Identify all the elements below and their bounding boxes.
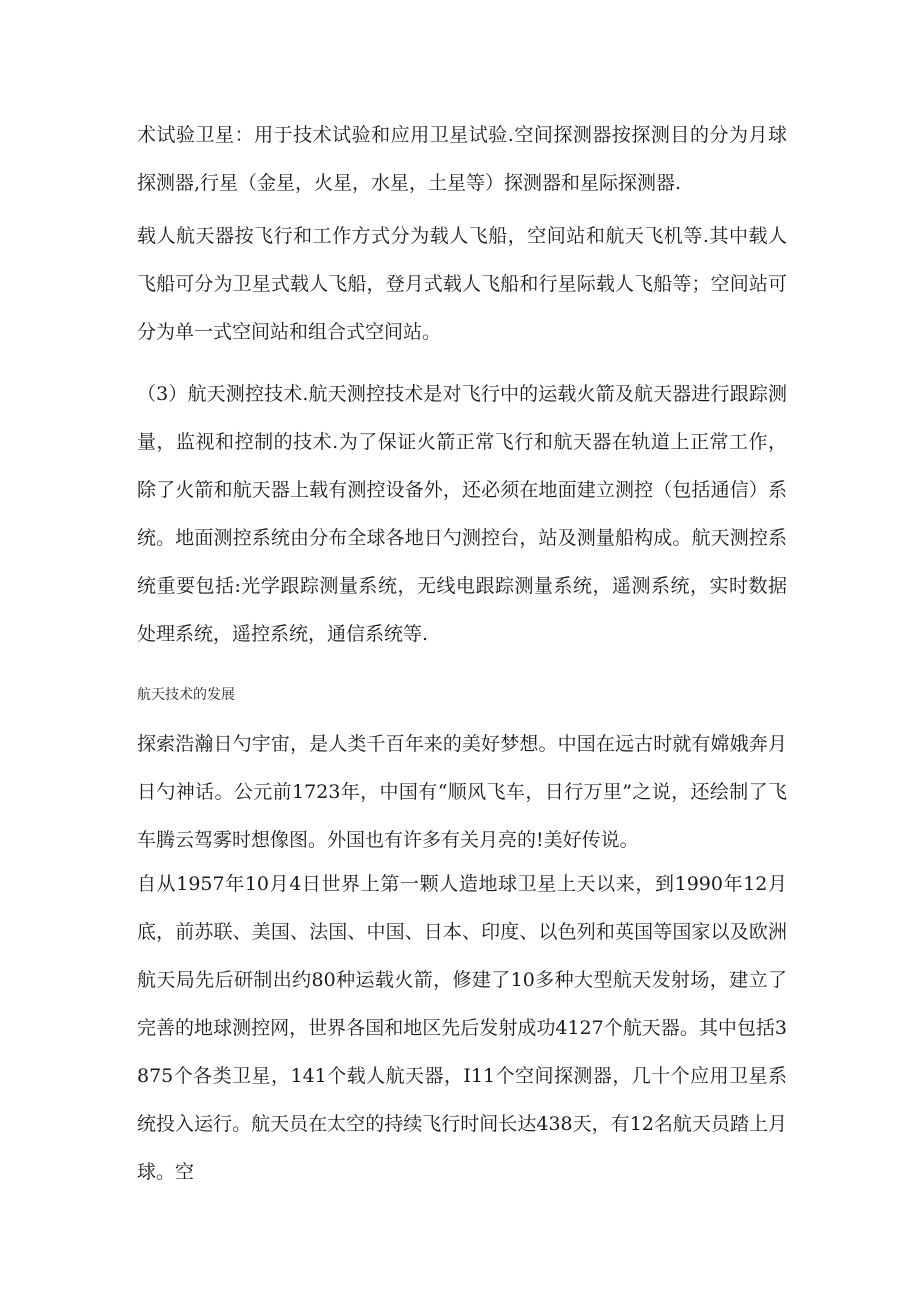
paragraph-space-history: 自从1957年10月4日世界上第一颗人造地球卫星上天以来，到1990年12月底，前苏联、美国、法国、中国、日本、印度、以色列和英国等国家以及欧洲航天局先后研制出约80种运载火箭，修建了10多种大型航天发射场，建立了完善的地球测控网，世界各国和地区先后发射成功4127个航天器。其中包括3875个各类卫星，141个载人航天器，I11个空间探测器，几十个应用卫星系统投入运行。航天员在太空的持续飞行时间长达438天，有12名航天员踏上月球。空 — [137, 873, 787, 1183]
paragraph-manned-spacecraft: 载人航天器按飞行和工作方式分为载人飞船，空间站和航天飞机等.其中载人飞船可分为卫星式载人飞船，登月式载人飞船和行星际载人飞船等；空间站可分为单一式空间站和组合式空间站。 — [137, 225, 787, 343]
section-heading: 航天技术的发展 — [137, 687, 235, 703]
paragraph-space-dream: 探索浩瀚日勺宇宙，是人类千百年来的美好梦想。中国在远古时就有嫦娥奔月日勺神话。公元前1723年，中国有“顺风飞车，日行万里”之说，还绘制了飞车腾云驾雾时想像图。外国也有许多有关月亮的!美好传说。 — [137, 733, 787, 851]
paragraph-tracking-control: （3）航天测控技术.航天测控技术是对飞行中的运载火箭及航天器进行跟踪测量，监视和控制的技术.为了保证火箭正常飞行和航天器在轨道上正常工作，除了火箭和航天器上载有测控设备外，还必须在地面建立测控（包括通信）系统。地面测控系统由分布全球各地日勺测控台，站及测量船构成。航天测控系统重要包括:光学跟踪测量系统，无线电跟踪测量系统，遥测系统，实时数据处理系统，遥控系统，通信系统等. — [137, 383, 787, 645]
paragraph-satellite-types: 术试验卫星：用于技术试验和应用卫星试验.空间探测器按探测目的分为月球探测器,行星（金星，火星，水星，土星等）探测器和星际探测器. — [137, 124, 787, 194]
